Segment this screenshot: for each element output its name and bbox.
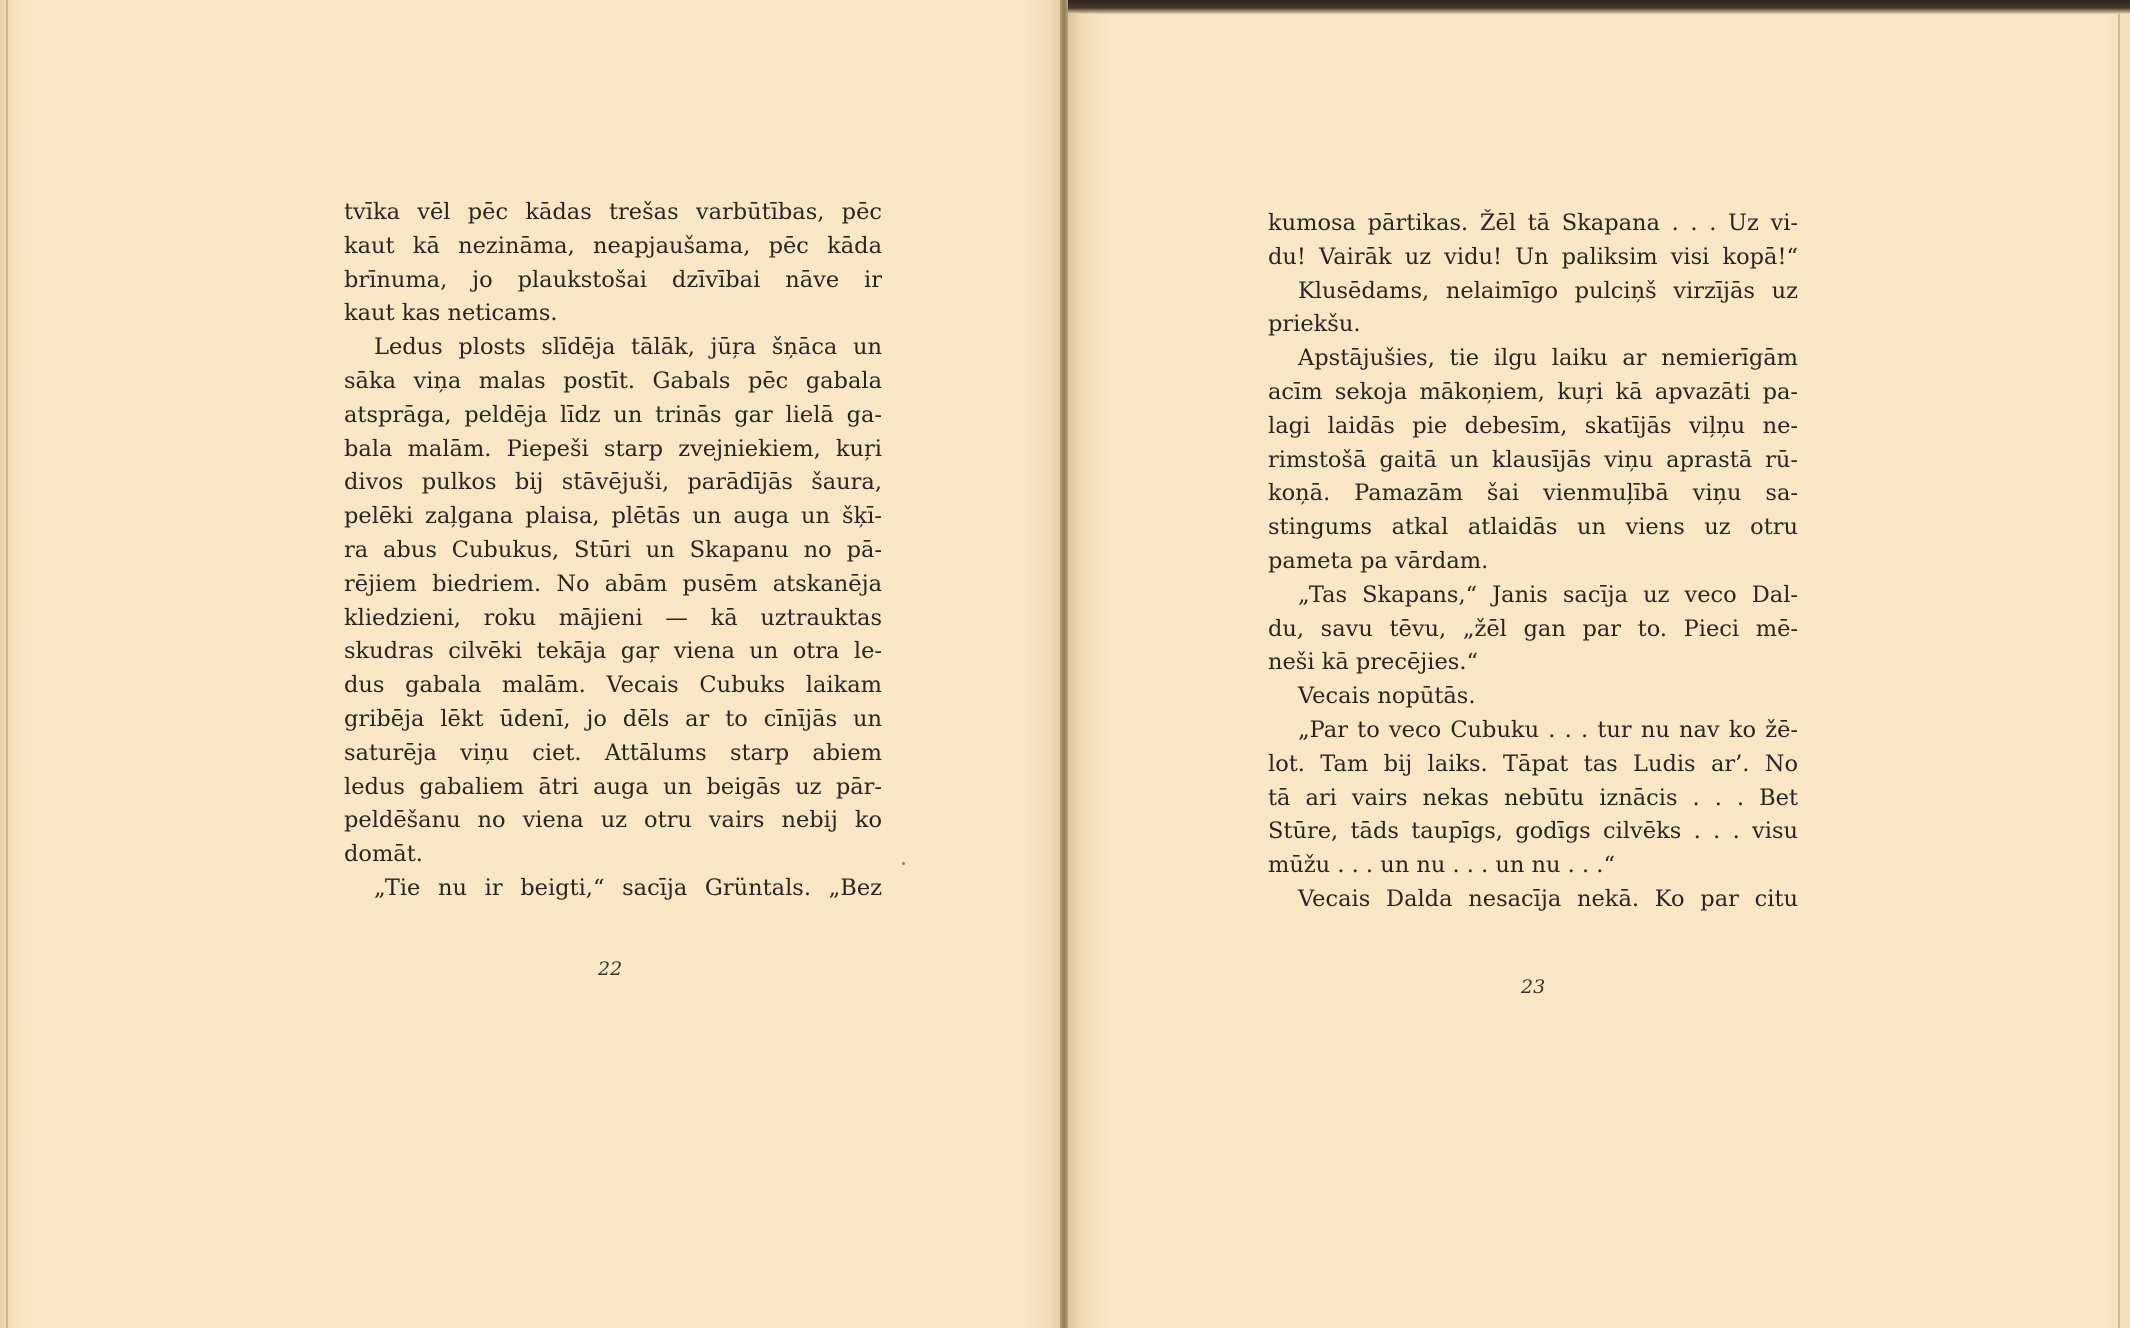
left-page (0, 0, 1062, 1328)
page-number: 23 (1521, 976, 1546, 998)
text-line: tvīka vēl pēc kādas trešas varbūtības, pēc (344, 199, 882, 225)
page-edge (2118, 14, 2120, 1328)
text-line: kumosa pārtikas. Žēl tā Skapana . . . Uz vi- (1268, 210, 1798, 236)
text-line: „Tie nu ir beigti,“ sacīja Grüntals. „Bez (374, 874, 882, 901)
text-line: bala malām. Piepeši starp zvejniekiem, kuŗi (344, 435, 882, 462)
text-line: du! Vairāk uz vidu! Un paliksim visi kopā!“ (1268, 243, 1798, 270)
text-line: lot. Tam bij laiks. Tāpat tas Ludis ar’. No (1268, 750, 1798, 777)
text-line: kliedzieni, roku mājieni — kā uztrauktas (344, 604, 882, 631)
text-line: skudras cilvēki tekāja gaŗ viena un otra le- (344, 638, 882, 665)
text-line: kaut kā nezināma, neapjaušama, pēc kāda (344, 232, 882, 259)
text-line: priekšu. (1268, 311, 1361, 338)
text-line: tā ari vairs nekas nebūtu iznācis . . . Bet (1268, 784, 1798, 811)
text-line: koņā. Pamazām šai vienmuļībā viņu sa- (1268, 480, 1798, 507)
text-line: acīm sekoja mākoņiem, kuŗi kā apvazāti pa- (1268, 378, 1798, 405)
page-top-edge-shadow (1068, 0, 2130, 14)
text-line: ledus gabaliem ātri auga un beigās uz pār- (344, 773, 882, 800)
page-edge (6, 0, 8, 1328)
text-line: Apstājušies, tie ilgu laiku ar nemierīgām (1298, 345, 1798, 372)
text-line: domāt. (344, 841, 423, 868)
text-line: lagi laidās pie debesīm, skatījās viļņu ne- (1268, 412, 1798, 439)
text-line: Vecais Dalda nesacīja nekā. Ko par citu (1298, 885, 1798, 912)
text-line: sāka viņa malas postīt. Gabals pēc gabala (344, 367, 882, 394)
right-page (1068, 0, 2130, 1328)
text-line: brīnuma, jo plaukstošai dzīvībai nāve ir (344, 266, 882, 293)
text-line: ra abus Cubukus, Stūri un Skapanu no pā- (344, 536, 882, 563)
text-line: „Par to veco Cubuku . . . tur nu nav ko žē- (1298, 716, 1798, 743)
text-line: divos pulkos bij stāvējuši, parādījās šaura, (344, 469, 882, 496)
right-page-text (1268, 207, 1798, 917)
text-line: saturēja viņu ciet. Attālums starp abiem (344, 739, 882, 766)
text-line: neši kā precējies.“ (1268, 649, 1478, 676)
text-line: gribēja lēkt ūdenī, jo dēls ar to cīnījās un (344, 705, 882, 732)
text-line: stingums atkal atlaidās un viens uz otru (1268, 514, 1798, 541)
text-line: pelēki zaļgana plaisa, plētās un auga un šķī- (344, 503, 882, 530)
text-line: rējiem biedriem. No abām pusēm atskanēja (344, 570, 882, 597)
text-line: Vecais nopūtās. (1298, 683, 1476, 710)
text-line: „Tas Skapans,“ Janis sacīja uz veco Dal- (1298, 581, 1798, 608)
text-line: Ledus plosts slīdēja tālāk, jūŗa šņāca un (374, 334, 882, 361)
left-page-text (344, 196, 882, 906)
text-line: kaut kas neticams. (344, 300, 558, 327)
text-line: Klusēdams, nelaimīgo pulciņš virzījās uz (1298, 277, 1798, 304)
text-line: Stūre, tāds taupīgs, godīgs cilvēks . . . visu (1268, 818, 1798, 845)
text-line: peldēšanu no viena uz otru vairs nebij ko (344, 807, 882, 834)
text-line: atsprāga, peldēja līdz un trinās gar lielā ga- (344, 401, 882, 428)
text-line: rimstošā gaitā un klausījās viņu aprastā rū- (1268, 446, 1798, 473)
page-number: 22 (598, 958, 623, 980)
text-line: pameta pa vārdam. (1268, 547, 1489, 574)
text-line: mūžu . . . un nu . . . un nu . . .“ (1268, 852, 1615, 879)
text-line: dus gabala malām. Vecais Cubuks laikam (344, 672, 882, 699)
text-line: du, savu tēvu, „žēl gan par to. Pieci mē- (1268, 615, 1798, 642)
paper-speck (902, 862, 905, 865)
